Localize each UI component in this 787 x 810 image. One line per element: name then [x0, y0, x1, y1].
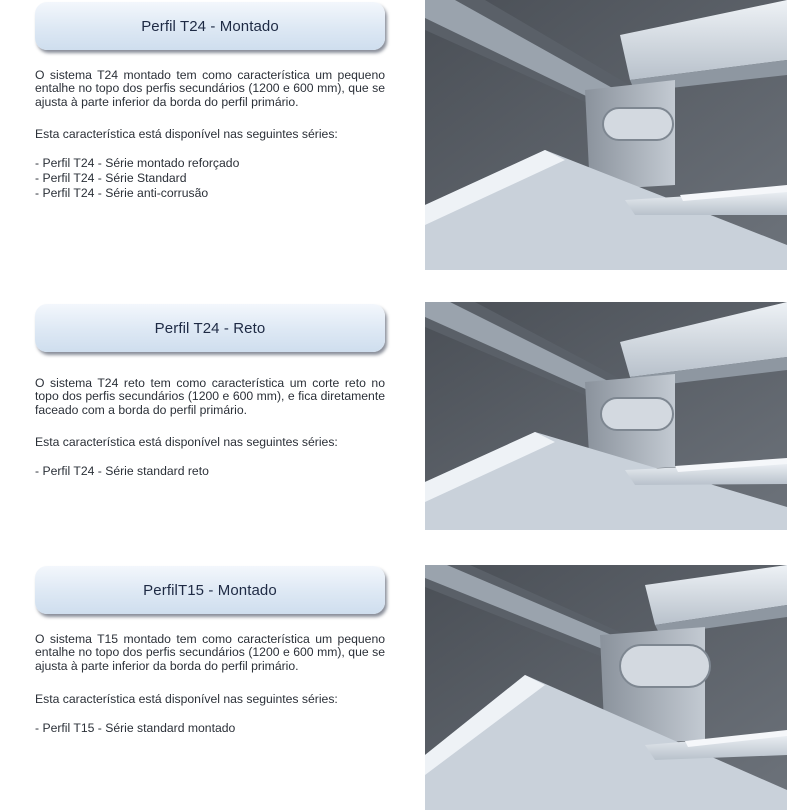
section-header	[35, 2, 385, 50]
profile-photo	[425, 302, 787, 530]
section-description: O sistema T15 montado tem como característica um pequeno entalhe no topo dos perfis secundários (1200 e 600 mm), que se ajusta à parte inferior da borda do perfil primário.	[35, 632, 385, 673]
list-item: - Perfil T24 - Série montado reforçado	[35, 156, 240, 170]
section-header	[35, 566, 385, 614]
profile-photo	[425, 0, 787, 270]
series-list	[35, 156, 385, 201]
availability-text: Esta característica está disponível nas seguintes séries:	[35, 692, 338, 706]
ceiling-profile-illustration	[425, 302, 787, 530]
availability-text: Esta característica está disponível nas seguintes séries:	[35, 435, 338, 449]
list-item: - Perfil T15 - Série standard montado	[35, 721, 236, 735]
section-header	[35, 304, 385, 352]
list-item: - Perfil T24 - Série standard reto	[35, 464, 209, 478]
section-title: Perfil T24 - Reto	[154, 319, 266, 337]
list-item: - Perfil T24 - Série Standard	[35, 171, 187, 185]
section-title: PerfilT15 - Montado	[143, 581, 277, 599]
profile-photo	[425, 565, 787, 810]
availability-text: Esta característica está disponível nas seguintes séries:	[35, 127, 338, 141]
ceiling-profile-illustration	[425, 0, 787, 270]
section-description: O sistema T24 montado tem como característica um pequeno entalhe no topo dos perfis secundários (1200 e 600 mm), que se ajusta à parte inferior da borda do perfil primário.	[35, 68, 385, 109]
section-title: Perfil T24 - Montado	[141, 17, 279, 35]
series-list	[35, 464, 385, 479]
ceiling-profile-illustration	[425, 565, 787, 810]
list-item: - Perfil T24 - Série anti-corrusão	[35, 186, 209, 200]
section-description: O sistema T24 reto tem como característica um corte reto no topo dos perfis secundários (1200 e 600 mm), e fica diretamente faceado com a borda do perfil primário.	[35, 376, 385, 417]
series-list	[35, 721, 385, 736]
